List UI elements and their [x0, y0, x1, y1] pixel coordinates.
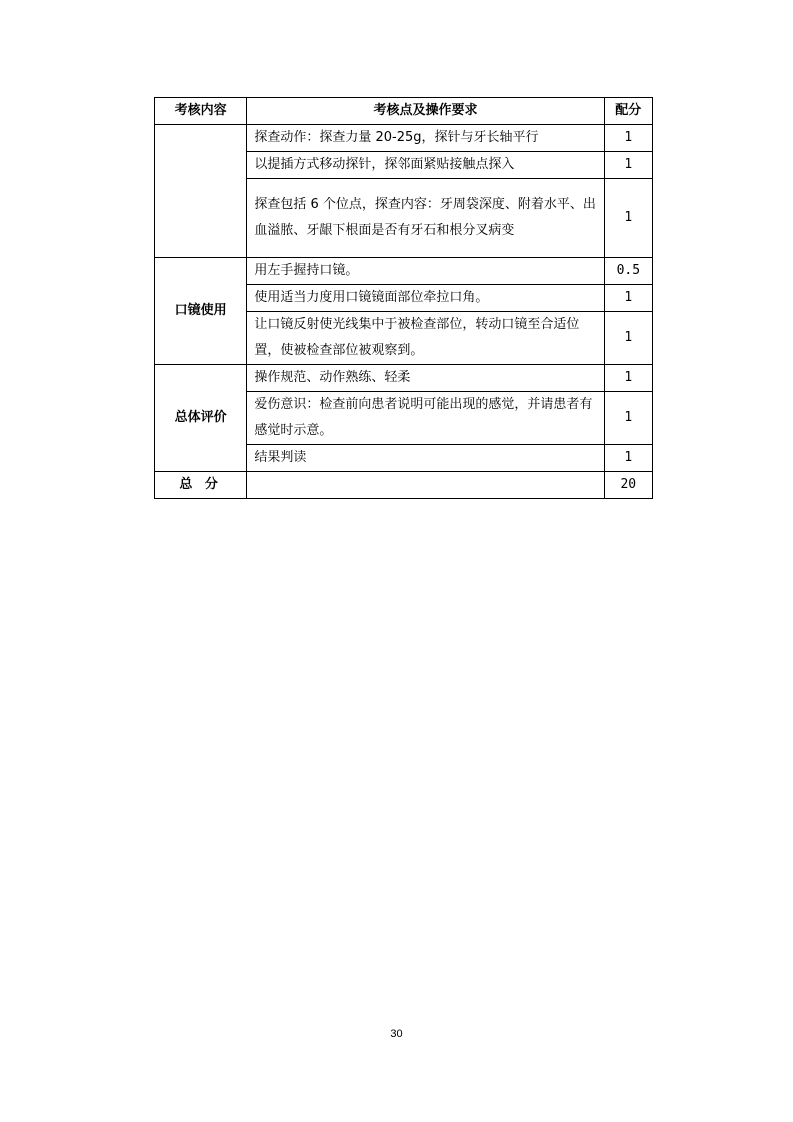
requirement-cell: 探查动作：探查力量 20-25g，探针与牙长轴平行 — [247, 125, 604, 152]
total-score: 20 — [604, 472, 652, 499]
score-cell: 0.5 — [604, 258, 652, 285]
score-cell: 1 — [604, 365, 652, 392]
page-number: 30 — [390, 1028, 403, 1040]
total-row — [155, 472, 653, 499]
table-row — [155, 258, 653, 285]
header-category: 考核内容 — [155, 98, 247, 125]
requirement-cell: 探查包括 6 个位点，探查内容：牙周袋深度、附着水平、出血溢脓、牙龈下根面是否有牙石和根分叉病变 — [247, 179, 604, 258]
score-cell: 1 — [604, 125, 652, 152]
requirement-cell: 以提插方式移动探针，探邻面紧贴接触点探入 — [247, 152, 604, 179]
category-cell-mirror: 口镜使用 — [155, 258, 247, 365]
category-cell-probing — [155, 125, 247, 258]
requirement-cell: 让口镜反射使光线集中于被检查部位，转动口镜至合适位置，使被检查部位被观察到。 — [247, 312, 604, 365]
score-cell: 1 — [604, 179, 652, 258]
score-cell: 1 — [604, 152, 652, 179]
table-row — [155, 125, 653, 152]
requirement-cell: 操作规范、动作熟练、轻柔 — [247, 365, 604, 392]
header-requirement: 考核点及操作要求 — [247, 98, 604, 125]
header-score: 配分 — [604, 98, 652, 125]
category-cell-overall: 总体评价 — [155, 365, 247, 472]
requirement-cell: 用左手握持口镜。 — [247, 258, 604, 285]
table-row — [155, 365, 653, 392]
requirement-cell: 爱伤意识：检查前向患者说明可能出现的感觉，并请患者有感觉时示意。 — [247, 392, 604, 445]
score-cell: 1 — [604, 445, 652, 472]
assessment-table — [154, 97, 653, 499]
score-cell: 1 — [604, 392, 652, 445]
header-row — [155, 98, 653, 125]
requirement-cell: 结果判读 — [247, 445, 604, 472]
score-cell: 1 — [604, 312, 652, 365]
score-cell: 1 — [604, 285, 652, 312]
total-requirement-cell — [247, 472, 604, 499]
requirement-cell: 使用适当力度用口镜镜面部位牵拉口角。 — [247, 285, 604, 312]
total-label: 总 分 — [155, 472, 247, 499]
